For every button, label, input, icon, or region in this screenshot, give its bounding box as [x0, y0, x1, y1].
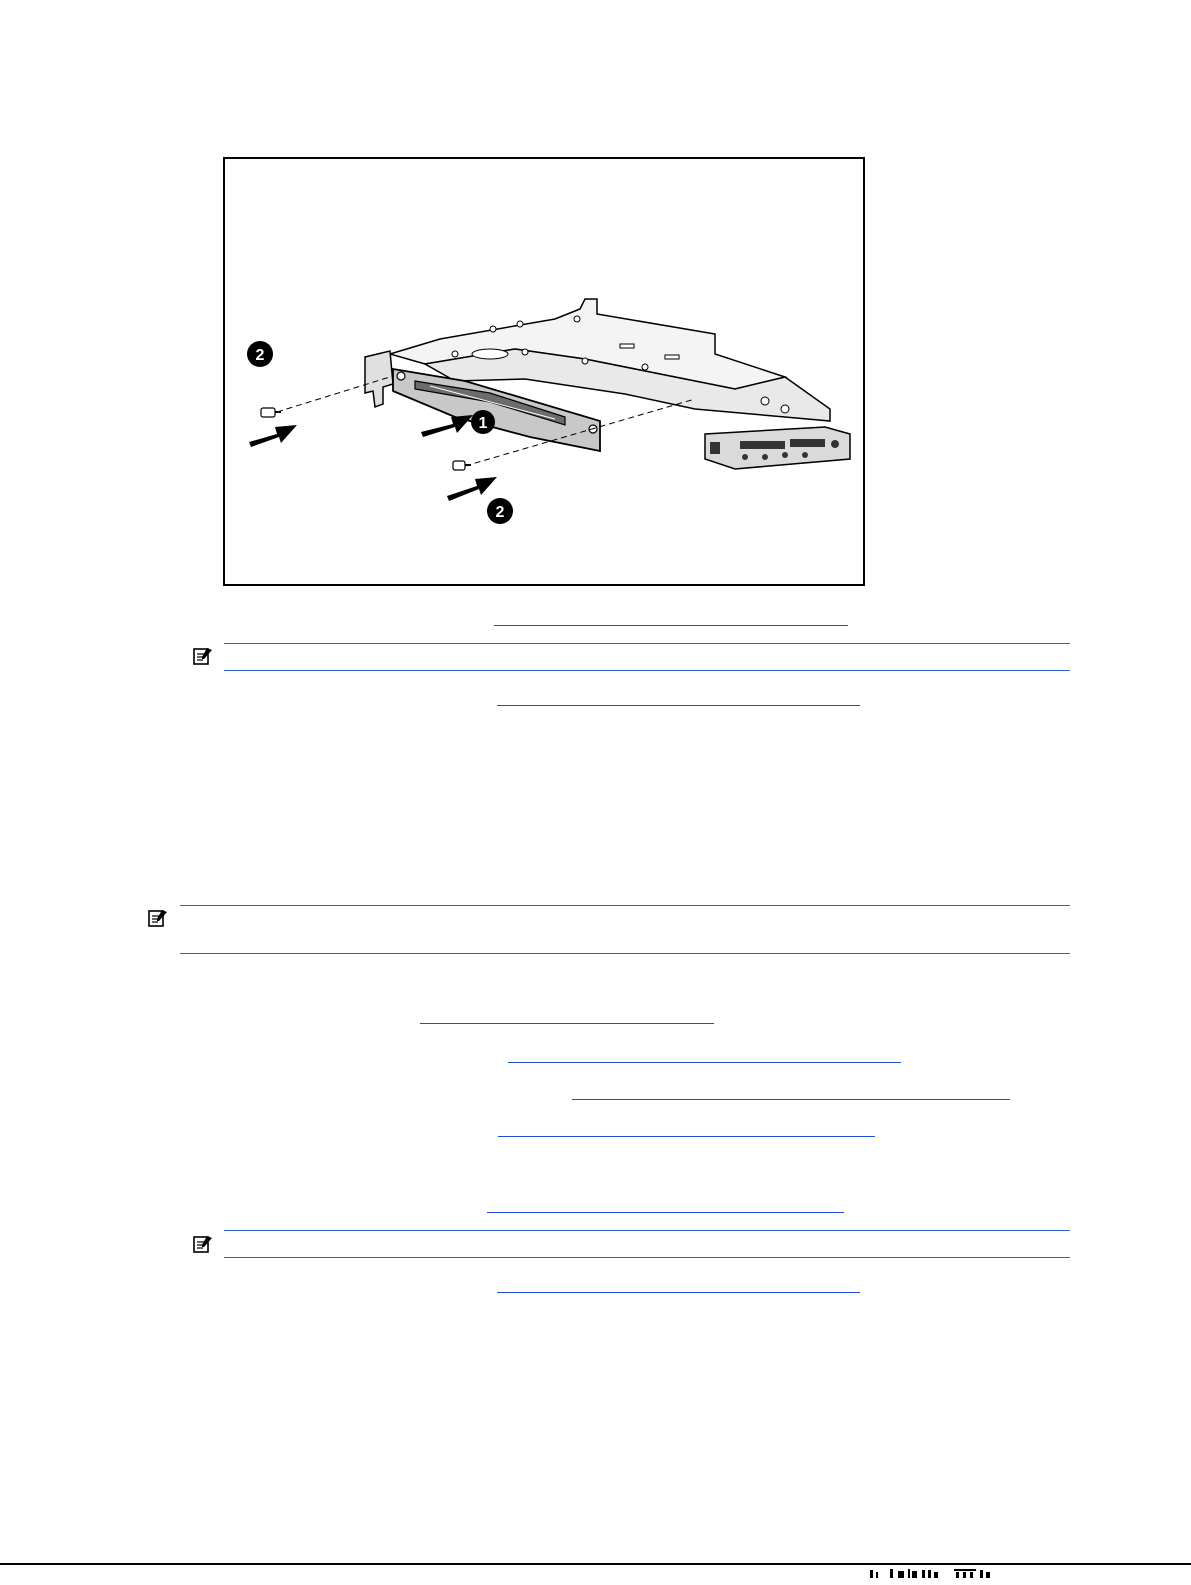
link-3[interactable] [420, 1023, 714, 1024]
note-rule-bottom-3 [224, 1257, 1070, 1258]
link-8[interactable] [497, 1292, 860, 1293]
note-rule-top-2 [180, 905, 1070, 906]
footer-fragment [868, 1566, 1018, 1580]
callout-2-left [247, 341, 273, 367]
note-icon [193, 1234, 213, 1254]
link-6[interactable] [498, 1136, 875, 1137]
rear-bracket [365, 351, 393, 407]
callout-2-front [487, 498, 513, 524]
arrow-left [249, 425, 297, 447]
link-1[interactable] [494, 625, 848, 626]
riser-cage-illustration [225, 159, 863, 584]
link-7[interactable] [487, 1212, 844, 1213]
note-rule-top-3 [224, 1230, 1070, 1231]
screw-front [453, 461, 471, 470]
footer-rule [0, 1563, 1191, 1565]
note-rule-bottom-2 [180, 953, 1070, 954]
svg-text:2: 2 [495, 504, 505, 521]
screw-left [261, 408, 281, 417]
note-icon [148, 908, 168, 928]
arrow-front [447, 477, 497, 501]
note-rule-bottom-1 [224, 670, 1070, 671]
arrow-riser [421, 415, 473, 437]
link-2[interactable] [497, 705, 860, 706]
callout-1 [471, 410, 495, 434]
note-icon [193, 646, 213, 666]
link-4[interactable] [508, 1062, 901, 1063]
link-5[interactable] [572, 1099, 1010, 1100]
svg-text:2: 2 [255, 347, 265, 364]
note-rule-top-1 [224, 643, 1070, 644]
riser-board-figure [223, 157, 865, 586]
svg-text:1: 1 [478, 415, 488, 432]
